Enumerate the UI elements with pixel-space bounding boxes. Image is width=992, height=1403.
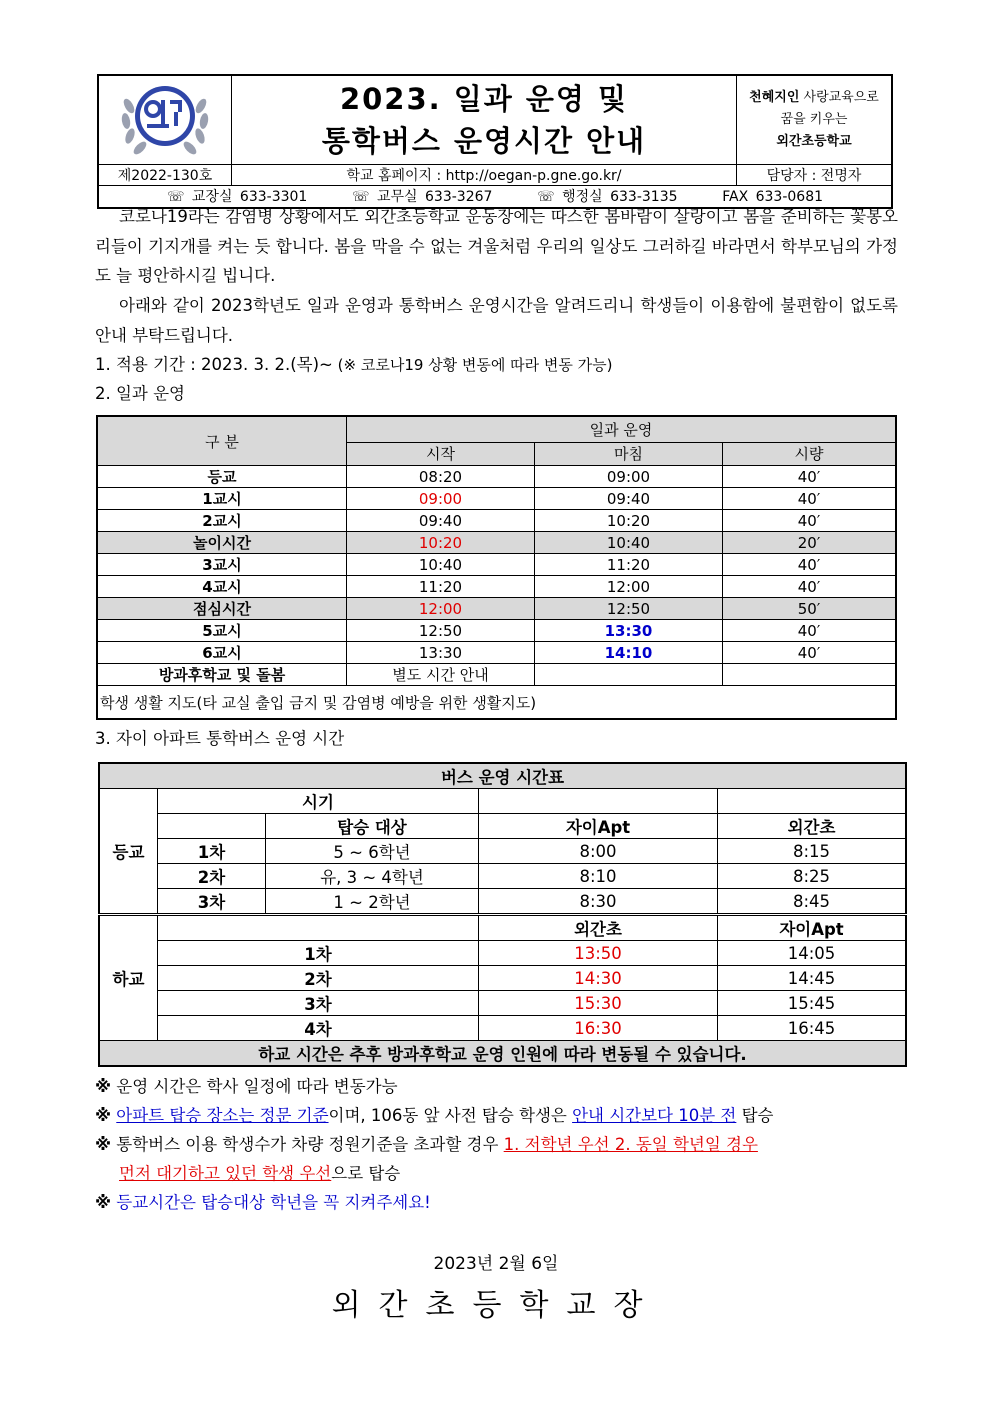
row-start: 11:20: [347, 576, 535, 598]
note-3-end: 으로 탑승: [331, 1164, 401, 1183]
round-label: 1차: [158, 941, 479, 966]
row-start: 09:00: [347, 488, 535, 510]
daily-schedule-table: [96, 415, 897, 720]
section-3-title: 3. 자이 아파트 통학버스 운영 시간: [95, 729, 345, 748]
row-end: 14:10: [535, 642, 723, 664]
bus-schedule-table: [98, 762, 907, 1067]
row-name: 방과후학교 및 돌봄: [97, 664, 347, 686]
note-2: [95, 1102, 773, 1130]
section-1-line: [95, 353, 613, 377]
slogan-text-2: 꿈을 키우는: [780, 112, 848, 127]
table-row: [97, 598, 896, 620]
row-end: 12:50: [535, 598, 723, 620]
title-cell: [232, 75, 737, 165]
blank-header: [479, 789, 718, 814]
note-mark: ※: [95, 1077, 112, 1096]
oegan-header: 외간초: [718, 814, 907, 839]
table-row: [99, 991, 906, 1016]
table-row: [97, 488, 896, 510]
apply-period: 1. 적용 기간 : 2023. 3. 2.(목)~: [95, 355, 333, 374]
note-mark: ※: [95, 1193, 112, 1212]
row-name: 4교시: [97, 576, 347, 598]
header-table: [97, 74, 893, 209]
table-row: [97, 664, 896, 686]
blank-header-2: [718, 789, 907, 814]
round-label: 3차: [158, 991, 479, 1016]
row-duration: 40′: [723, 510, 897, 532]
row-start: 별도 시간 안내: [347, 664, 535, 686]
boarding-target: 5 ~ 6학년: [266, 839, 479, 864]
table-row: [97, 554, 896, 576]
oegan-time: 8:15: [718, 839, 907, 864]
row-duration: 40′: [723, 466, 897, 488]
morning-label: 등교: [99, 789, 158, 915]
issue-date: 2023년 2월 6일: [433, 1254, 559, 1274]
doc-number: 제2022-130호: [98, 165, 232, 186]
xi-apt-time: 15:45: [718, 991, 907, 1016]
schedule-footer: 학생 생활 지도(타 교실 출입 금지 및 감염병 예방을 위한 생활지도): [97, 686, 896, 720]
phone-principal: ☏ 교장실 633-3301: [166, 189, 308, 206]
row-end: 09:40: [535, 488, 723, 510]
row-start: 08:20: [347, 466, 535, 488]
table-row: [99, 839, 906, 864]
row-name: 1교시: [97, 488, 347, 510]
note-2-time: 안내 시간보다 10분 전: [572, 1106, 737, 1125]
boarding-target: 1 ~ 2학년: [266, 889, 479, 915]
note-4: [95, 1189, 431, 1217]
row-end: 12:00: [535, 576, 723, 598]
blank-cell: [158, 814, 266, 839]
title-line1: 2023. 일과 운영 및: [339, 82, 629, 116]
oegan-time: 16:30: [479, 1016, 718, 1041]
oegan-time: 8:25: [718, 864, 907, 889]
note-2-text: 이며, 106동 앞 사전 탑승 학생은: [328, 1106, 573, 1125]
row-duration: 40′: [723, 488, 897, 510]
row-duration: [723, 664, 897, 686]
round-label: 2차: [158, 966, 479, 991]
row-name: 등교: [97, 466, 347, 488]
title-line2: 통학버스 운영시간 안내: [321, 124, 647, 158]
round-label: 2차: [158, 864, 266, 889]
row-duration: 40′: [723, 576, 897, 598]
table-row: [97, 510, 896, 532]
oegan-time: 13:50: [479, 941, 718, 966]
table-row: [99, 941, 906, 966]
principal-signature: 외간초등학교장: [331, 1288, 661, 1323]
round-label: 3차: [158, 889, 266, 915]
xi-apt-time: 14:05: [718, 941, 907, 966]
slogan-cell: [737, 75, 893, 165]
table-row: [97, 620, 896, 642]
row-start: 10:40: [347, 554, 535, 576]
row-duration: 40′: [723, 642, 897, 664]
row-duration: 50′: [723, 598, 897, 620]
note-1: [95, 1073, 398, 1101]
col-header-group: 일과 운영: [347, 416, 897, 442]
round-label: 1차: [158, 839, 266, 864]
blank-cell-2: [158, 915, 479, 941]
col-header-duration: 시량: [723, 442, 897, 465]
row-name: 5교시: [97, 620, 347, 642]
xi-apt-time: 16:45: [718, 1016, 907, 1041]
table-row: [97, 642, 896, 664]
bus-table-title: 버스 운영 시간표: [99, 763, 906, 789]
note-3-text: 통학버스 이용 학생수가 차량 정원기준을 초과할 경우: [116, 1135, 504, 1154]
boarding-target-header: 탑승 대상: [266, 814, 479, 839]
table-row: [99, 889, 906, 915]
table-row: [97, 532, 896, 554]
table-row: [99, 966, 906, 991]
xi-apt-time: 14:45: [718, 966, 907, 991]
slogan-school: 외간초등학교: [776, 134, 852, 149]
note-2-end: 탑승: [736, 1106, 774, 1125]
row-start: 12:50: [347, 620, 535, 642]
note-mark: ※: [95, 1106, 112, 1125]
row-duration: 20′: [723, 532, 897, 554]
table-row: [99, 864, 906, 889]
note-4-text: 등교시간은 탑승대상 학년을 꼭 지켜주세요!: [116, 1193, 431, 1212]
afternoon-xi-header: 자이Apt: [718, 915, 907, 941]
table-row: [97, 576, 896, 598]
row-start: 13:30: [347, 642, 535, 664]
row-name: 6교시: [97, 642, 347, 664]
slogan-keyword: 천혜지인: [749, 90, 800, 105]
school-logo-icon: [117, 76, 213, 160]
intro-paragraph-1: 코로나19라는 감염병 상황에서도 외간초등학교 운동장에는 따스한 봄바람이 살랑이고 봄을 준비하는 꽃봉오리들이 기지개를 켜는 듯 합니다. 봄을 막을 수 없는 겨울처럼 우리의 일상도 그러하길 바라면서 학부모님의 가정도 늘 평안하시길 빕니다.: [95, 207, 898, 285]
row-start: 09:40: [347, 510, 535, 532]
col-header-end: 마침: [535, 442, 723, 465]
oegan-time: 15:30: [479, 991, 718, 1016]
row-end: 11:20: [535, 554, 723, 576]
row-end: 13:30: [535, 620, 723, 642]
section-2-title: 2. 일과 운영: [95, 384, 185, 403]
round-label: 4차: [158, 1016, 479, 1041]
oegan-time: 14:30: [479, 966, 718, 991]
slogan-text: 사랑교육으로: [799, 90, 879, 105]
row-duration: 40′: [723, 620, 897, 642]
row-end: 09:00: [535, 466, 723, 488]
row-end: 10:20: [535, 510, 723, 532]
fax-number: FAX 633-0681: [722, 189, 824, 206]
row-start: 12:00: [347, 598, 535, 620]
xi-apt-time: 8:00: [479, 839, 718, 864]
note-3-priority: 1. 저학년 우선 2. 동일 학년일 경우: [503, 1135, 758, 1154]
col-header-start: 시작: [347, 442, 535, 465]
col-header-gubun: 구 분: [97, 416, 347, 466]
contact-person: 담당자 : 전명자: [737, 165, 893, 186]
apply-period-note: (※ 코로나19 상황 변동에 따라 변동 가능): [332, 356, 613, 374]
sigi-header: 시기: [158, 789, 479, 814]
note-2-boarding-place: 아파트 탑승 장소는 정문 기준: [116, 1106, 329, 1125]
row-end: [535, 664, 723, 686]
note-3: [95, 1131, 758, 1159]
oegan-time: 8:45: [718, 889, 907, 915]
intro-paragraph-2: 아래와 같이 2023학년도 일과 운영과 통학버스 운영시간을 알려드리니 학생들이 이용함에 불편함이 없도록 안내 부탁드립니다.: [95, 296, 898, 345]
xi-apt-header: 자이Apt: [479, 814, 718, 839]
xi-apt-time: 8:30: [479, 889, 718, 915]
note-3-cont: [119, 1160, 400, 1188]
row-start: 10:20: [347, 532, 535, 554]
boarding-target: 유, 3 ~ 4학년: [266, 864, 479, 889]
row-duration: 40′: [723, 554, 897, 576]
note-mark: ※: [95, 1135, 112, 1154]
phone-teachers: ☏ 교무실 633-3267: [352, 189, 493, 206]
bus-table-footer: 하교 시간은 추후 방과후학교 운영 인원에 따라 변동될 수 있습니다.: [99, 1041, 906, 1067]
row-end: 10:40: [535, 532, 723, 554]
school-logo-cell: [98, 75, 232, 165]
table-row: [99, 1016, 906, 1041]
xi-apt-time: 8:10: [479, 864, 718, 889]
phone-admin: ☏ 행정실 633-3135: [537, 189, 678, 206]
table-row: [97, 466, 896, 488]
row-name: 점심시간: [97, 598, 347, 620]
afternoon-oegan-header: 외간초: [479, 915, 718, 941]
row-name: 3교시: [97, 554, 347, 576]
note-3-priority-cont: 먼저 대기하고 있던 학생 우선: [119, 1164, 332, 1183]
row-name: 놀이시간: [97, 532, 347, 554]
note-1-text: 운영 시간은 학사 일정에 따라 변동가능: [116, 1077, 398, 1096]
homepage-link[interactable]: 학교 홈페이지 : http://oegan-p.gne.go.kr/: [232, 165, 737, 186]
row-name: 2교시: [97, 510, 347, 532]
afternoon-label: 하교: [99, 915, 158, 1041]
